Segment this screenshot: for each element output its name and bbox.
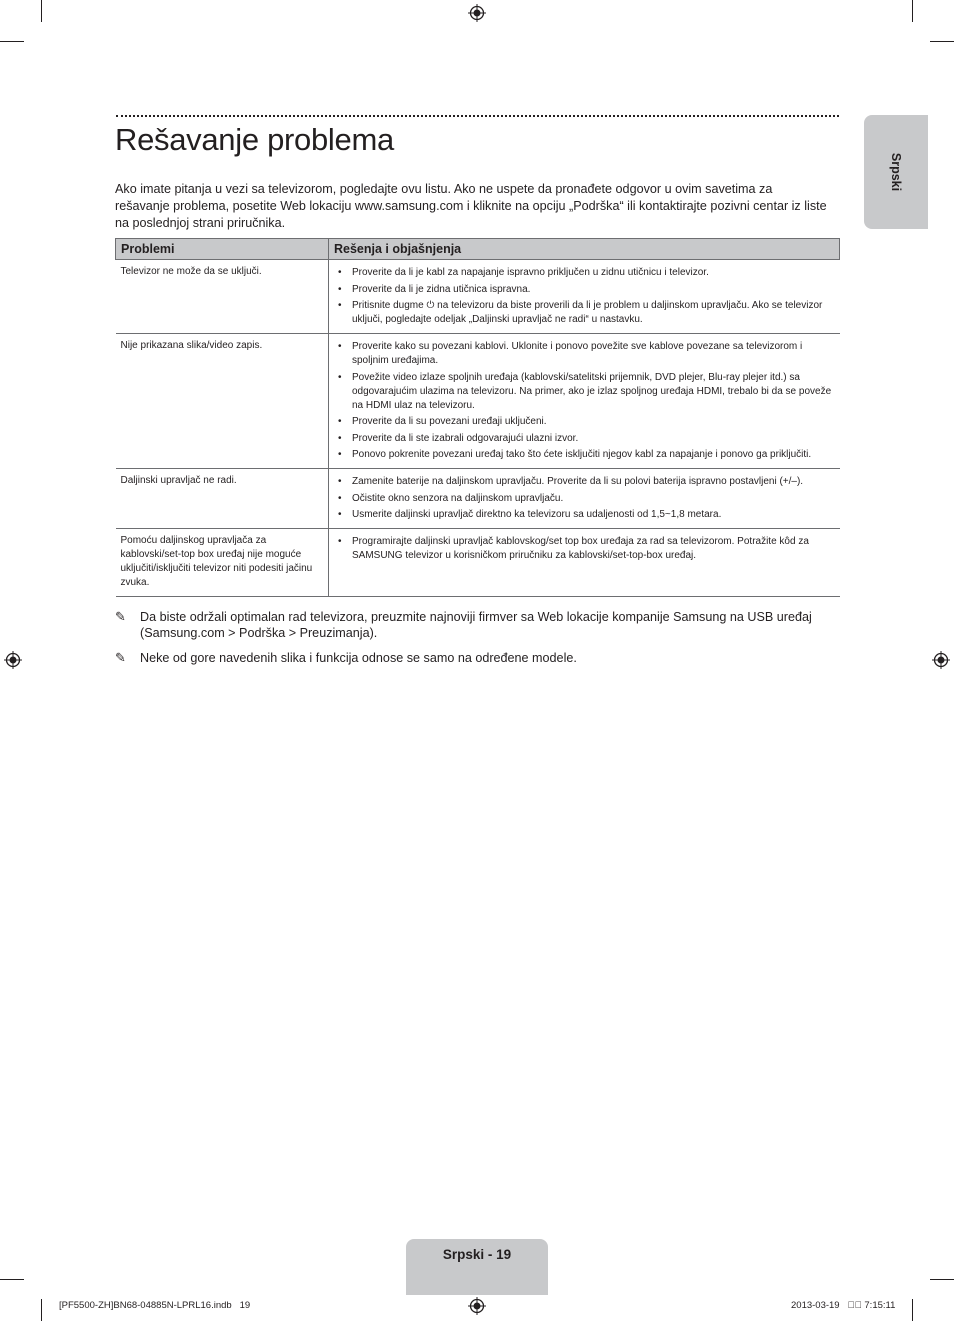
registration-mark-icon	[468, 1297, 486, 1315]
page-number-tab	[406, 1239, 548, 1295]
crop-mark	[0, 1279, 24, 1280]
solution-item: • Proverite da li je zidna utičnica ispravna.	[334, 283, 835, 297]
table-row	[116, 260, 840, 334]
solution-item: • Očistite okno senzora na daljinskom upravljaču.	[334, 492, 835, 506]
footer-timestamp: 2013-03-19 ￿￿ 7:15:11	[791, 1300, 896, 1311]
solutions-list	[334, 535, 835, 563]
problem-cell: Nije prikazana slika/video zapis.	[116, 334, 329, 469]
table-row	[116, 529, 840, 597]
solution-item: • Usmerite daljinski upravljač direktno ka televizoru sa udaljenosti od 1,5~1,8 metara.	[334, 508, 835, 522]
registration-mark-icon	[468, 4, 486, 22]
footer-file-info: [PF5500-ZH]BN68-04885N-LPRL16.indb 19	[59, 1300, 251, 1311]
note-text: Da biste održali optimalan rad televizora, preuzmite najnoviji firmver sa Web lokacije kompanije Samsung na USB uređaj (Samsung.com > Podrška > Preuzimanja).	[140, 610, 812, 640]
solutions-cell	[329, 529, 840, 597]
table-row	[116, 334, 840, 469]
solutions-cell	[329, 334, 840, 469]
problem-cell: Daljinski upravljač ne radi.	[116, 469, 329, 529]
crop-mark	[930, 1279, 954, 1280]
note-item	[115, 609, 835, 641]
solution-item: • Programirajte daljinski upravljač kablovskog/set top box uređaja za rad sa televizorom. Potražite kôd za SAMSUNG televizor u korisničkom priručniku za kablovski/set-top-box uređaj.	[334, 535, 835, 563]
solution-item: • Proverite kako su povezani kablovi. Uklonite i ponovo povežite sve kablove povezane sa televizorom i spoljnim uređajima.	[334, 340, 835, 368]
title-dotted-rule	[116, 115, 839, 117]
crop-mark	[0, 41, 24, 42]
solutions-list	[334, 266, 835, 327]
solution-item: • Proverite da li je kabl za napajanje ispravno priključen u zidnu utičnicu i televizor.	[334, 266, 835, 280]
crop-mark	[41, 1299, 42, 1321]
language-side-tab	[864, 115, 928, 229]
solution-item: • Pritisnite dugme ⏻ na televizoru da biste proverili da li je problem u daljinskom upravljaču. Ako se televizor uključi, pogledajte odeljak „Daljinski upravljač ne radi“ u nastavku.	[334, 299, 835, 327]
solution-item: • Povežite video izlaze spoljnih uređaja (kablovski/satelitski prijemnik, DVD plejer, Blu-ray plejer itd.) sa odgovarajućim ulazima na televizoru. Na primer, ako je izlaz spoljnog uređaja HDMI, trebalo bi da se poveže na HDMI ulaz na televizoru.	[334, 371, 835, 413]
solutions-list	[334, 475, 835, 522]
page-title: Rešavanje problema	[115, 122, 394, 157]
solutions-cell	[329, 260, 840, 334]
crop-mark	[41, 0, 42, 22]
solutions-cell	[329, 469, 840, 529]
solution-item: • Zamenite baterije na daljinskom upravljaču. Proverite da li su polovi baterija ispravno postavljeni (+/–).	[334, 475, 835, 489]
problem-cell: Pomoću daljinskog upravljača za kablovski/set-top box uređaj nije moguće uključiti/isključiti televizor niti podesiti jačinu zvuka.	[116, 529, 329, 597]
pencil-note-icon: ✎	[115, 609, 126, 624]
troubleshooting-table	[115, 238, 840, 597]
intro-paragraph: Ako imate pitanja u vezi sa televizorom, pogledajte ovu listu. Ako ne uspete da pronađete odgovor u ovim savetima za rešavanje problema, posetite Web lokaciju www.samsung.com i kliknite na opciju „Podrška“ ili kontaktirajte pozivni centar iz liste na poslednjoj strani priručnika.	[115, 182, 827, 230]
solution-item: • Proverite da li ste izabrali odgovarajući ulazni izvor.	[334, 432, 835, 446]
table-row	[116, 469, 840, 529]
notes-section	[115, 609, 835, 675]
solutions-list	[334, 340, 835, 462]
language-side-tab-label: Srpski	[889, 152, 903, 192]
crop-mark	[930, 41, 954, 42]
pencil-note-icon: ✎	[115, 650, 126, 665]
crop-mark	[912, 0, 913, 22]
note-text: Neke od gore navedenih slika i funkcija odnose se samo na određene modele.	[140, 651, 577, 665]
solution-item: • Proverite da li su povezani uređaji uključeni.	[334, 415, 835, 429]
problem-cell: Televizor ne može da se uključi.	[116, 260, 329, 334]
table-header-row	[116, 239, 840, 260]
registration-mark-icon	[4, 651, 22, 669]
column-header-solutions: Rešenja i objašnjenja	[329, 239, 840, 260]
page-number-label: Srpski - 19	[442, 1247, 512, 1262]
crop-mark	[912, 1299, 913, 1321]
solution-item: • Ponovo pokrenite povezani uređaj tako što ćete isključiti njegov kabl za napajanje i ponovo ga priključiti.	[334, 448, 835, 462]
note-item	[115, 650, 835, 666]
column-header-problems: Problemi	[116, 239, 329, 260]
registration-mark-icon	[932, 651, 950, 669]
